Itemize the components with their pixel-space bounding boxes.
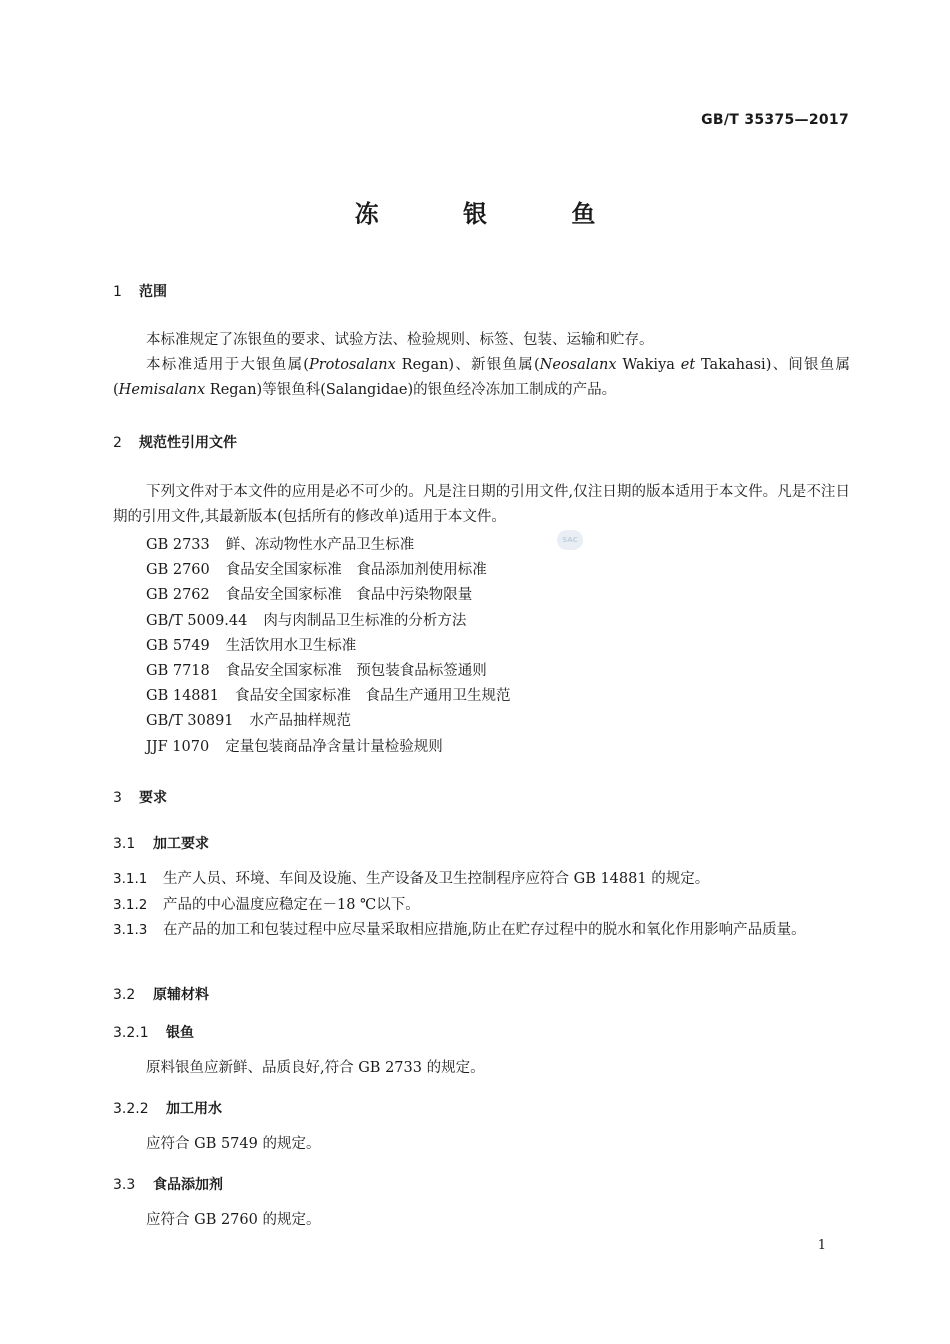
reference-code: GB 5749 bbox=[146, 638, 210, 654]
reference-code: JJF 1070 bbox=[146, 739, 210, 755]
reference-code: GB 2760 bbox=[146, 562, 210, 578]
reference-code: GB 2733 bbox=[146, 537, 210, 553]
section-3-heading bbox=[113, 787, 167, 807]
clause-title: 加工用水 bbox=[166, 1101, 222, 1117]
clause-text: 产品的中心温度应稳定在－18 ℃以下。 bbox=[163, 897, 420, 913]
document-title: 冻 银 鱼 bbox=[354, 200, 634, 228]
clause-3-1-1 bbox=[113, 867, 850, 892]
section-1-heading bbox=[113, 281, 167, 301]
reference-item bbox=[146, 533, 414, 554]
reference-title: 肉与肉制品卫生标准的分析方法 bbox=[263, 613, 467, 629]
subsection-number: 3.1 bbox=[113, 836, 136, 852]
clause-number: 3.1.1 bbox=[113, 871, 148, 887]
section-number: 2 bbox=[113, 435, 122, 451]
clause-number: 3.1.2 bbox=[113, 897, 148, 913]
clause-number: 3.2.2 bbox=[113, 1101, 149, 1117]
section-2-heading bbox=[113, 432, 237, 452]
scope-paragraph-1: 本标准规定了冻银鱼的要求、试验方法、检验规则、标签、包装、运输和贮存。 bbox=[146, 332, 654, 348]
subsection-number: 3.3 bbox=[113, 1177, 136, 1193]
reference-item bbox=[146, 659, 487, 680]
subsection-3-3-text: 应符合 GB 2760 的规定。 bbox=[146, 1212, 321, 1228]
subsection-title: 加工要求 bbox=[153, 836, 209, 852]
reference-title: 定量包装商品净含量计量检验规则 bbox=[225, 739, 443, 755]
reference-title: 食品安全国家标准 预包装食品标签通则 bbox=[225, 663, 487, 679]
genus-name: Neosalanx bbox=[539, 357, 617, 373]
standard-number: GB/T 35375—2017 bbox=[701, 112, 849, 128]
subsection-title: 食品添加剂 bbox=[153, 1177, 223, 1193]
clause-3-1-2 bbox=[113, 893, 850, 918]
clause-number: 3.1.3 bbox=[113, 922, 148, 938]
latin-et: et bbox=[680, 357, 696, 373]
text-run: Takahasi)、间银鱼属( bbox=[113, 357, 851, 398]
clause-number: 3.2.1 bbox=[113, 1025, 149, 1041]
watermark-logo: SAC bbox=[557, 530, 583, 550]
subsection-title: 原辅材料 bbox=[153, 987, 209, 1003]
section-title: 范围 bbox=[139, 284, 167, 300]
text-run: Regan)等银鱼科(Salangidae)的银鱼经冷冻加工制成的产品。 bbox=[205, 382, 617, 398]
reference-title: 食品安全国家标准 食品生产通用卫生规范 bbox=[234, 688, 511, 704]
text-run: Regan)、新银鱼属( bbox=[395, 357, 540, 373]
reference-item bbox=[146, 634, 356, 655]
reference-item bbox=[146, 684, 510, 705]
subsection-3-2-heading bbox=[113, 984, 209, 1004]
reference-item bbox=[146, 709, 351, 730]
reference-item bbox=[146, 735, 443, 756]
reference-item bbox=[146, 583, 472, 604]
genus-name: Hemisalanx bbox=[118, 382, 206, 398]
clause-3-2-1-heading bbox=[113, 1022, 194, 1042]
reference-code: GB 2762 bbox=[146, 587, 210, 603]
reference-item bbox=[146, 609, 466, 630]
reference-title: 生活饮用水卫生标准 bbox=[225, 638, 357, 654]
section-number: 3 bbox=[113, 790, 122, 806]
clause-3-2-2-heading bbox=[113, 1098, 222, 1118]
clause-3-1-3 bbox=[113, 918, 850, 943]
clause-text: 在产品的加工和包装过程中应尽量采取相应措施,防止在贮存过程中的脱水和氧化作用影响产品质量。 bbox=[163, 922, 806, 938]
clause-3-2-2-text: 应符合 GB 5749 的规定。 bbox=[146, 1136, 321, 1152]
reference-title: 食品安全国家标准 食品添加剂使用标准 bbox=[225, 562, 487, 578]
reference-code: GB/T 5009.44 bbox=[146, 613, 248, 629]
scope-paragraph-2 bbox=[113, 353, 850, 403]
reference-title: 鲜、冻动物性水产品卫生标准 bbox=[225, 537, 415, 553]
text-run: 本标准适用于大银鱼属( bbox=[146, 357, 309, 373]
reference-title: 水产品抽样规范 bbox=[249, 713, 352, 729]
reference-title: 食品安全国家标准 食品中污染物限量 bbox=[225, 587, 473, 603]
section-number: 1 bbox=[113, 284, 122, 300]
text-run: Wakiya bbox=[616, 357, 681, 373]
reference-code: GB/T 30891 bbox=[146, 713, 234, 729]
subsection-number: 3.2 bbox=[113, 987, 136, 1003]
subsection-3-1-heading bbox=[113, 833, 209, 853]
reference-code: GB 14881 bbox=[146, 688, 219, 704]
reference-code: GB 7718 bbox=[146, 663, 210, 679]
subsection-3-3-heading bbox=[113, 1174, 223, 1194]
reference-item bbox=[146, 558, 487, 579]
clause-3-2-1-text: 原料银鱼应新鲜、品质良好,符合 GB 2733 的规定。 bbox=[146, 1060, 485, 1076]
section-title: 规范性引用文件 bbox=[139, 435, 237, 451]
page-number: 1 bbox=[817, 1238, 826, 1253]
genus-name: Protosalanx bbox=[308, 357, 396, 373]
clause-text: 生产人员、环境、车间及设施、生产设备及卫生控制程序应符合 GB 14881 的规定。 bbox=[163, 871, 710, 887]
clause-title: 银鱼 bbox=[166, 1025, 194, 1041]
section-title: 要求 bbox=[139, 790, 167, 806]
references-intro: 下列文件对于本文件的应用是必不可少的。凡是注日期的引用文件,仅注日期的版本适用于本文件。凡是不注日期的引用文件,其最新版本(包括所有的修改单)适用于本文件。 bbox=[113, 484, 850, 525]
